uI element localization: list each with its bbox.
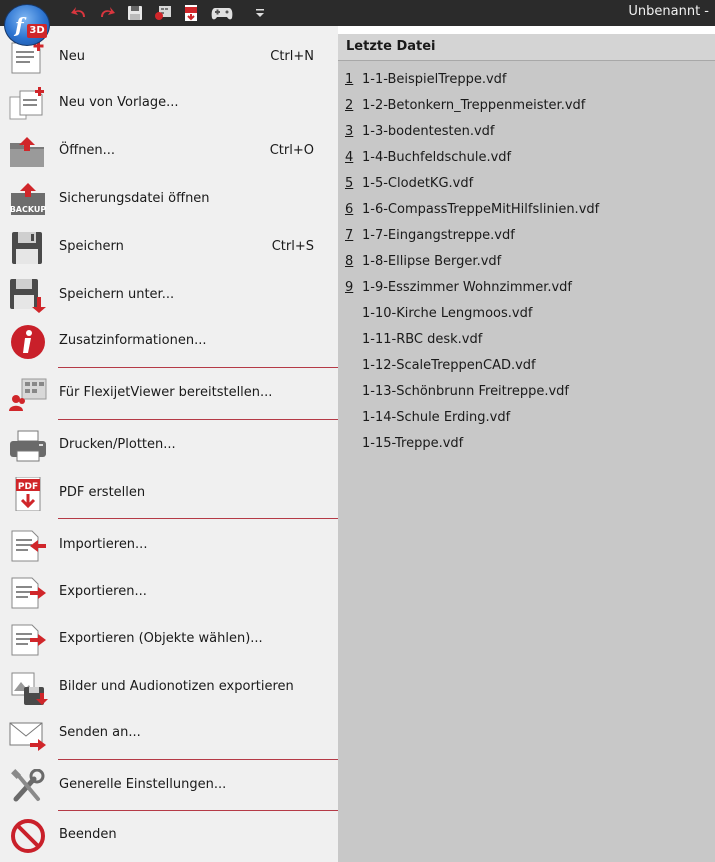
save-as-icon [8,279,48,313]
recent-file-name: 1-3-bodentesten.vdf [362,124,495,139]
backup-icon [8,183,48,217]
export-media-icon [8,671,48,705]
export-objects-icon [8,623,48,657]
menu-separator [58,419,338,420]
svg-text:PDF: PDF [17,482,39,492]
menu-item-label: Speichern unter... [59,287,175,302]
menu-item-label: Für FlexijetViewer bereitstellen... [59,385,273,400]
pdf-icon[interactable] [182,5,200,21]
menu-item-label: Sicherungsdatei öffnen [59,191,210,206]
recent-files-pane [338,34,715,862]
recent-file-name: 1-12-ScaleTreppenCAD.vdf [362,358,536,373]
menu-item-shortcut: Ctrl+O [269,143,314,158]
tools-icon [8,769,48,803]
recent-files-header: Letzte Datei [338,34,715,61]
new-document-icon [8,41,48,75]
info-icon [8,325,48,359]
menu-item-shortcut: Ctrl+S [271,239,314,254]
menu-item-label: Neu [59,49,85,64]
menu-item-open-backup[interactable] [0,176,338,222]
menu-item-new-from-template[interactable] [0,80,338,126]
menu-item-label: Generelle Einstellungen... [59,777,227,792]
recent-file-number: 9 [345,280,354,295]
menu-item-exit[interactable] [0,812,338,858]
menu-item-flexijet-viewer[interactable] [0,370,338,416]
menu-item-additional-info[interactable] [0,318,338,364]
recent-file-name: 1-6-CompassTreppeMitHilfslinien.vdf [362,202,600,217]
file-menu-pane [0,26,338,862]
menu-item-label: Öffnen... [59,143,116,158]
customize-dropdown-icon[interactable] [254,5,266,21]
menu-item-label: Exportieren (Objekte wählen)... [59,631,263,646]
menu-item-shortcut: Ctrl+N [270,49,314,64]
printer-icon [8,429,48,463]
menu-item-label: Drucken/Plotten... [59,437,176,452]
redo-icon[interactable] [98,5,116,21]
recent-file-number: 3 [345,124,354,139]
recent-file-name: 1-1-BeispielTreppe.vdf [362,72,507,87]
svg-text:BACKUP: BACKUP [9,205,47,214]
gamepad-icon[interactable] [210,5,234,21]
recent-file-number: 4 [345,150,354,165]
recent-file-name: 1-8-Ellipse Berger.vdf [362,254,502,269]
menu-item-label: Neu von Vorlage... [59,95,179,110]
app-logo-badge: 3D [27,24,47,38]
menu-item-print[interactable] [0,422,338,468]
import-icon [8,529,48,563]
recent-file-name: 1-7-Eingangstreppe.vdf [362,228,515,243]
recent-file-number: 7 [345,228,354,243]
menu-separator [58,367,338,368]
recent-file-name: 1-15-Treppe.vdf [362,436,464,451]
application-menu-button[interactable] [4,4,50,46]
recent-file-name: 1-13-Schönbrunn Freitreppe.vdf [362,384,569,399]
menu-item-export[interactable] [0,569,338,615]
flexijet-viewer-icon [8,377,48,411]
menu-item-new[interactable] [0,34,338,80]
new-from-template-icon [8,87,48,121]
save-icon [8,231,48,265]
recent-file-name: 1-11-RBC desk.vdf [362,332,483,347]
menu-item-send-to[interactable] [0,710,338,756]
flexijet-icon[interactable] [154,5,172,21]
exit-icon [8,819,48,853]
export-icon [8,576,48,610]
menu-item-export-media[interactable] [0,664,338,710]
recent-file-number: 1 [345,72,354,87]
menu-item-label: Exportieren... [59,584,147,599]
title-bar [0,0,715,26]
menu-item-export-objects[interactable] [0,616,338,662]
menu-item-import[interactable] [0,522,338,568]
document-title: Unbenannt - [628,4,709,19]
menu-item-label: Beenden [59,827,117,842]
recent-file-number: 8 [345,254,354,269]
app-logo-letter: f [15,13,24,37]
menu-item-label: Importieren... [59,537,148,552]
pdf-icon [8,477,48,511]
menu-item-label: Senden an... [59,725,141,740]
menu-item-save-as[interactable] [0,272,338,318]
menu-item-open[interactable] [0,128,338,174]
recent-file-name: 1-14-Schule Erding.vdf [362,410,511,425]
recent-file-name: 1-9-Esszimmer Wohnzimmer.vdf [362,280,573,295]
recent-file-name: 1-5-ClodetKG.vdf [362,176,474,191]
menu-separator [58,518,338,519]
recent-file-name: 1-4-Buchfeldschule.vdf [362,150,512,165]
menu-separator [58,810,338,811]
recent-file-number: 6 [345,202,354,217]
menu-item-label: Speichern [59,239,124,254]
menu-item-label: Bilder und Audionotizen exportieren [59,679,294,694]
send-mail-icon [8,717,48,751]
undo-icon[interactable] [70,5,88,21]
menu-item-save[interactable] [0,224,338,270]
menu-separator [58,759,338,760]
menu-item-create-pdf[interactable] [0,470,338,516]
menu-item-general-settings[interactable] [0,762,338,808]
recent-file-number: 2 [345,98,354,113]
save-icon[interactable] [126,5,144,21]
open-folder-icon [8,135,48,169]
recent-file-name: 1-2-Betonkern_Treppenmeister.vdf [362,98,586,113]
recent-file-name: 1-10-Kirche Lengmoos.vdf [362,306,533,321]
recent-file-number: 5 [345,176,354,191]
menu-item-label: PDF erstellen [59,485,146,500]
menu-item-label: Zusatzinformationen... [59,333,207,348]
